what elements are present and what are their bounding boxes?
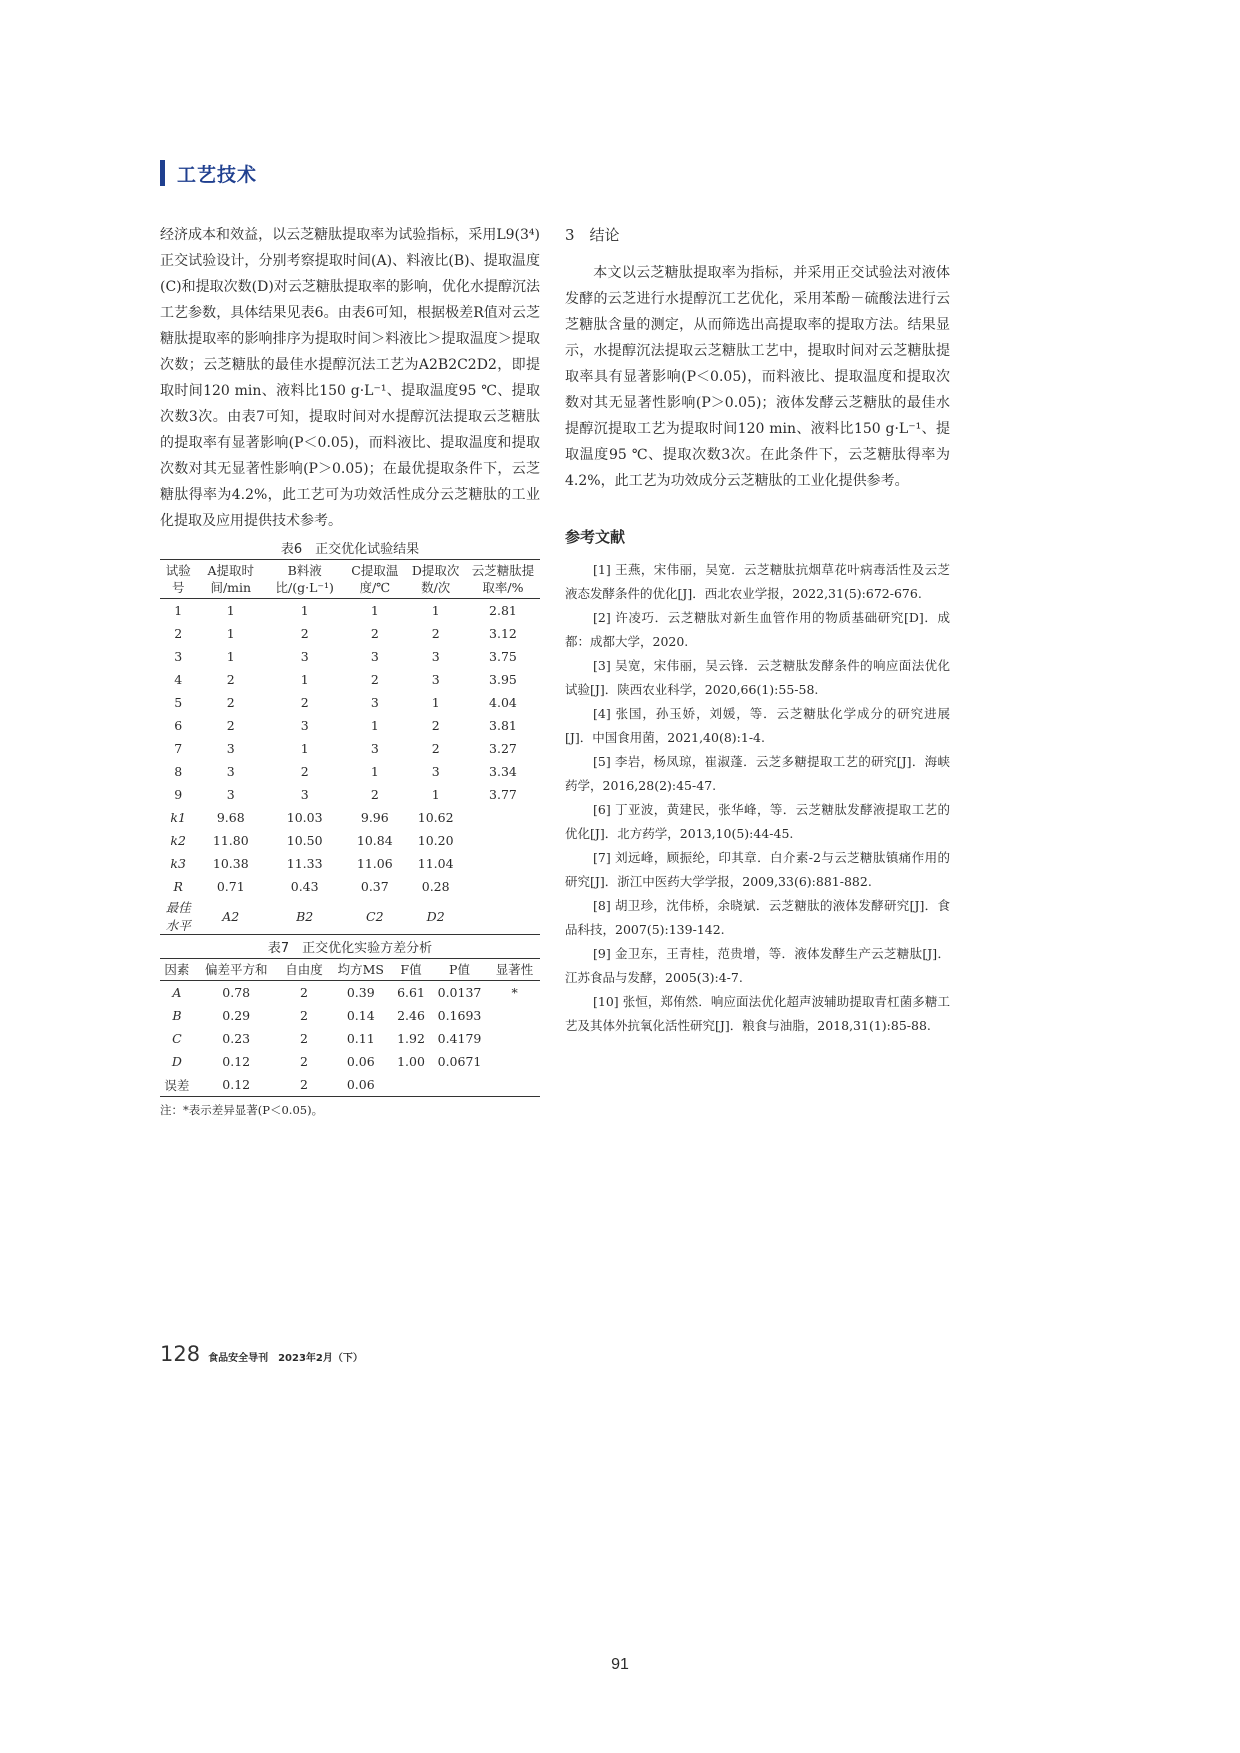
table6-row xyxy=(160,783,540,806)
references-title: 参考文献 xyxy=(565,528,626,546)
table6-header: 试验号 xyxy=(160,560,196,599)
table6-cell: 3 xyxy=(370,741,379,756)
table6-cell: 1 xyxy=(431,603,440,618)
table6-cell: k3 xyxy=(170,856,186,871)
table6-cell: 1 xyxy=(431,695,440,710)
table7-header: P值 xyxy=(430,959,489,981)
table6-cell: 2 xyxy=(300,626,309,641)
table7-cell xyxy=(489,1073,540,1097)
bottom-page-number: 91 xyxy=(611,1656,629,1673)
table7-cell: 0.06 xyxy=(346,1054,375,1069)
header-accent-bar xyxy=(160,160,165,186)
table6-cell: 4.04 xyxy=(489,695,517,710)
table6-row xyxy=(160,714,540,737)
table7-cell: 2 xyxy=(299,1008,308,1023)
table6 xyxy=(160,559,540,935)
table6-cell: 2 xyxy=(431,718,440,733)
header-title: 工艺技术 xyxy=(177,163,258,186)
reference-item: [5] 李岩，杨凤琼，崔淑蓬．云芝多糖提取工艺的研究[J]．海峡药学，2016,28(2):45-47. xyxy=(565,754,950,793)
table7-caption: 表7 正交优化实验方差分析 xyxy=(267,941,433,956)
table6-cell: 9.68 xyxy=(216,810,245,825)
table7-cell: B xyxy=(172,1008,182,1023)
table6-cell: 2 xyxy=(174,626,183,641)
table6-cell: B2 xyxy=(265,898,344,935)
table6-cell: 1 xyxy=(370,603,379,618)
left-paragraph: 经济成本和效益，以云芝糖肽提取率为试验指标，采用L9(3⁴)正交试验设计，分别考察提取时间(A)、料液比(B)、提取温度(C)和提取次数(D)对云芝糖肽提取率的影响，优化水提醇沉法工艺参数，具体结果见表6。由表6可知，根据极差R值对云芝糖肽提取率的影响排序为提取时间＞料液比＞提取温度＞提取次数；云芝糖肽的最佳水提醇沉法工艺为A2B2C2D2，即提取时间120 min、液料比150 g·L⁻¹、提取温度95 ℃、提取次数3次。由表7可知，提取时间对水提醇沉法提取云芝糖肽的提取率有显著影响(P＜0.05)，而料液比、提取温度和提取次数对其无显著性影响(P＞0.05)；在最优提取条件下，云芝糖肽得率为4.2%，此工艺可为功效活性成分云芝糖肽的工业化提取及应用提供技术参考。 xyxy=(160,227,540,529)
reference-item: [6] 丁亚波，黄建民，张华峰，等．云芝糖肽发酵液提取工艺的优化[J]．北方药学，2013,10(5):44-45. xyxy=(565,802,950,841)
table6-cell: A2 xyxy=(196,898,265,935)
table6-cell: 2 xyxy=(226,718,235,733)
table7-cell: 0.29 xyxy=(222,1008,251,1023)
table6-cell: 2 xyxy=(370,626,379,641)
table7-cell: 0.39 xyxy=(346,985,375,1000)
table6-cell: 7 xyxy=(174,741,183,756)
table7-row xyxy=(160,1050,540,1073)
table7 xyxy=(160,958,540,1097)
table6-header: B料液比/(g·L⁻¹) xyxy=(265,560,344,599)
table7-header: F值 xyxy=(392,959,430,981)
conclusion-title: 3 结论 xyxy=(565,226,620,244)
table6-cell: 3.27 xyxy=(489,741,517,756)
table6-cell: 11.80 xyxy=(212,833,249,848)
table7-cell xyxy=(489,1004,540,1027)
table7-cell: C xyxy=(172,1031,182,1046)
table7-cell: 1.00 xyxy=(397,1054,425,1069)
table6-cell: 3 xyxy=(174,649,183,664)
table7-header: 自由度 xyxy=(279,959,330,981)
table7-cell: 0.78 xyxy=(222,985,251,1000)
reference-item: [1] 王燕，宋伟丽，吴宽．云芝糖肽抗烟草花叶病毒活性及云芝液态发酵条件的优化[J]．西北农业学报，2022,31(5):672-676. xyxy=(565,562,950,601)
table6-cell: 3 xyxy=(226,741,235,756)
table6-row xyxy=(160,691,540,714)
table7-cell: 0.12 xyxy=(194,1073,279,1097)
table6-cell: 1 xyxy=(226,603,235,618)
table6-cell: 3 xyxy=(370,649,379,664)
table7-cell: A xyxy=(172,985,182,1000)
table6-header: A提取时间/min xyxy=(196,560,265,599)
table6-cell xyxy=(466,829,540,852)
table7-cell: 0.11 xyxy=(346,1031,375,1046)
table6-cell: 0.71 xyxy=(216,879,245,894)
table7-cell: 2.46 xyxy=(397,1008,425,1023)
table7-cell: 0.14 xyxy=(346,1008,375,1023)
table7-cell: 误差 xyxy=(160,1073,194,1097)
table7-cell: 0.0671 xyxy=(437,1054,482,1069)
table6-row xyxy=(160,806,540,829)
table6-cell: R xyxy=(173,879,183,894)
table7-header: 均方MS xyxy=(329,959,392,981)
reference-item: [2] 许凌巧．云芝糖肽对新生血管作用的物质基础研究[D]．成都：成都大学，2020. xyxy=(565,610,950,649)
reference-item: [4] 张国，孙玉娇，刘媛，等．云芝糖肽化学成分的研究进展[J]．中国食用菌，2021,40(8):1-4. xyxy=(565,706,950,745)
table6-cell: 2 xyxy=(370,787,379,802)
table6-cell: 3.77 xyxy=(489,787,517,802)
table7-cell: 0.12 xyxy=(222,1054,251,1069)
left-column xyxy=(160,222,540,1118)
table7-cell: * xyxy=(511,985,518,1000)
table6-row xyxy=(160,668,540,691)
table6-row xyxy=(160,760,540,783)
table6-cell: 6 xyxy=(174,718,183,733)
table7-cell xyxy=(430,1073,489,1097)
table7-row xyxy=(160,1004,540,1027)
table6-cell: 1 xyxy=(226,626,235,641)
table6-cell xyxy=(466,875,540,898)
table6-cell: 0.28 xyxy=(421,879,450,894)
table6-cell: D2 xyxy=(405,898,466,935)
table7-cell: 0.23 xyxy=(222,1031,251,1046)
table6-cell: 1 xyxy=(300,672,309,687)
table6-cell xyxy=(466,852,540,875)
table7-cell: D xyxy=(171,1054,182,1069)
table6-cell: 9.96 xyxy=(360,810,389,825)
footer-journal: 食品安全导刊 2023年2月（下） xyxy=(208,1353,363,1364)
table7-header: 因素 xyxy=(160,959,194,981)
table6-cell: 2.81 xyxy=(489,603,517,618)
table6-cell: 3.81 xyxy=(489,718,517,733)
right-column xyxy=(565,222,950,1038)
table7-cell: 2 xyxy=(299,985,308,1000)
table6-cell: 0.37 xyxy=(360,879,389,894)
table7-row xyxy=(160,1073,540,1097)
table7-cell: 2 xyxy=(299,1054,308,1069)
table7-cell: 0.1693 xyxy=(437,1008,482,1023)
table6-cell: k2 xyxy=(170,833,186,848)
table6-cell: 3 xyxy=(300,718,309,733)
table6-cell: 3.34 xyxy=(489,764,517,779)
table6-row xyxy=(160,852,540,875)
table6-row xyxy=(160,898,540,935)
table6-cell: 11.06 xyxy=(356,856,393,871)
reference-item: [8] 胡卫珍，沈伟桥，余晓斌．云芝糖肽的液体发酵研究[J]．食品科技，2007(5):139-142. xyxy=(565,898,950,937)
table6-cell: 3 xyxy=(370,695,379,710)
table6-cell: 3 xyxy=(431,764,440,779)
table6-cell: 2 xyxy=(226,672,235,687)
table7-cell xyxy=(489,1027,540,1050)
table6-header: 云芝糖肽提取率/% xyxy=(466,560,540,599)
table6-cell: 9 xyxy=(174,787,183,802)
table7-cell xyxy=(489,1050,540,1073)
table6-cell: 3 xyxy=(431,672,440,687)
table6-cell: 1 xyxy=(370,764,379,779)
table6-cell: 10.62 xyxy=(417,810,454,825)
page-footer xyxy=(160,1342,363,1366)
references-list xyxy=(565,558,950,1038)
table6-cell: 3.12 xyxy=(489,626,517,641)
table6-cell: 2 xyxy=(226,695,235,710)
table7-cell: 6.61 xyxy=(397,985,425,1000)
table6-cell: 2 xyxy=(431,626,440,641)
table6-row xyxy=(160,599,540,623)
table6-cell: 2 xyxy=(300,764,309,779)
table7-cell: 0.4179 xyxy=(437,1031,482,1046)
table6-cell xyxy=(466,806,540,829)
table6-cell: 最佳水平 xyxy=(160,898,196,935)
table6-cell: 3 xyxy=(226,787,235,802)
table6-row xyxy=(160,645,540,668)
table7-row xyxy=(160,1027,540,1050)
table6-cell: 11.33 xyxy=(286,856,323,871)
table7-row xyxy=(160,981,540,1005)
table7-cell: 1.92 xyxy=(397,1031,425,1046)
table6-cell: 1 xyxy=(174,603,183,618)
table6-cell: 11.04 xyxy=(417,856,454,871)
table6-cell: 1 xyxy=(431,787,440,802)
table6-cell: 10.20 xyxy=(417,833,454,848)
table7-header: 显著性 xyxy=(489,959,540,981)
table6-cell: 1 xyxy=(370,718,379,733)
table6-cell: k1 xyxy=(170,810,186,825)
table6-caption: 表6 正交优化试验结果 xyxy=(280,542,420,557)
table7-cell: 0.06 xyxy=(329,1073,392,1097)
table6-cell: 3.75 xyxy=(489,649,517,664)
table7-note: 注：*表示差异显著(P＜0.05)。 xyxy=(160,1103,324,1117)
conclusion-paragraph: 本文以云芝糖肽提取率为指标，并采用正交试验法对液体发酵的云芝进行水提醇沉工艺优化，采用苯酚－硫酸法进行云芝糖肽含量的测定，从而筛选出高提取率的提取方法。结果显示，水提醇沉法提取云芝糖肽工艺中，提取时间对云芝糖肽提取率具有显著影响(P＜0.05)，而料液比、提取温度和提取次数对其无显著性影响(P＞0.05)；液体发酵云芝糖肽的最佳水提醇沉提取工艺为提取时间120 min、液料比150 g·L⁻¹、提取温度95 ℃、提取次数3次。在此条件下，云芝糖肽得率为4.2%，此工艺为功效成分云芝糖肽的工业化提供参考。 xyxy=(565,265,950,489)
table6-cell: 10.84 xyxy=(356,833,393,848)
table6-cell: 10.50 xyxy=(286,833,323,848)
table6-cell: 3.95 xyxy=(489,672,517,687)
reference-item: [10] 张恒，郑侑然．响应面法优化超声波辅助提取青杠菌多糖工艺及其体外抗氧化活性研究[J]．粮食与油脂，2018,31(1):85-88. xyxy=(565,994,950,1033)
reference-item: [7] 刘远峰，顾振纶，印其章．白介素-2与云芝糖肽镇痛作用的研究[J]．浙江中医药大学学报，2009,33(6):881-882. xyxy=(565,850,950,889)
table7-cell: 0.0137 xyxy=(437,985,482,1000)
table6-cell: 1 xyxy=(300,603,309,618)
table6-cell: 4 xyxy=(174,672,183,687)
footer-page-number: 128 xyxy=(160,1342,201,1366)
table6-cell: 3 xyxy=(300,787,309,802)
table7-cell: 2 xyxy=(299,1031,308,1046)
table6-cell: 5 xyxy=(174,695,183,710)
reference-item: [9] 金卫东，王青桂，范贵增，等．液体发酵生产云芝糖肽[J]．江苏食品与发酵，2005(3):4-7. xyxy=(565,946,950,985)
table6-cell: 10.03 xyxy=(286,810,323,825)
table6-cell: 1 xyxy=(300,741,309,756)
table6-row xyxy=(160,829,540,852)
table6-cell: 2 xyxy=(300,695,309,710)
table6-cell: 10.38 xyxy=(212,856,249,871)
section-header xyxy=(160,158,257,188)
reference-item: [3] 吴宽，宋伟丽，吴云锋．云芝糖肽发酵条件的响应面法优化试验[J]．陕西农业科学，2020,66(1):55-58. xyxy=(565,658,950,697)
table7-header: 偏差平方和 xyxy=(194,959,279,981)
table6-cell: C2 xyxy=(344,898,405,935)
table7-cell: 2 xyxy=(279,1073,330,1097)
table7-cell xyxy=(392,1073,430,1097)
table6-cell: 2 xyxy=(431,741,440,756)
table6-header: C提取温度/℃ xyxy=(344,560,405,599)
table6-row xyxy=(160,737,540,760)
table6-cell: 8 xyxy=(174,764,183,779)
table6-cell xyxy=(466,898,540,935)
table6-cell: 3 xyxy=(226,764,235,779)
table6-row xyxy=(160,622,540,645)
table6-header: D提取次数/次 xyxy=(405,560,466,599)
table6-row xyxy=(160,875,540,898)
table6-cell: 3 xyxy=(431,649,440,664)
table6-cell: 3 xyxy=(300,649,309,664)
table6-cell: 2 xyxy=(370,672,379,687)
table6-cell: 1 xyxy=(226,649,235,664)
table6-cell: 0.43 xyxy=(290,879,319,894)
